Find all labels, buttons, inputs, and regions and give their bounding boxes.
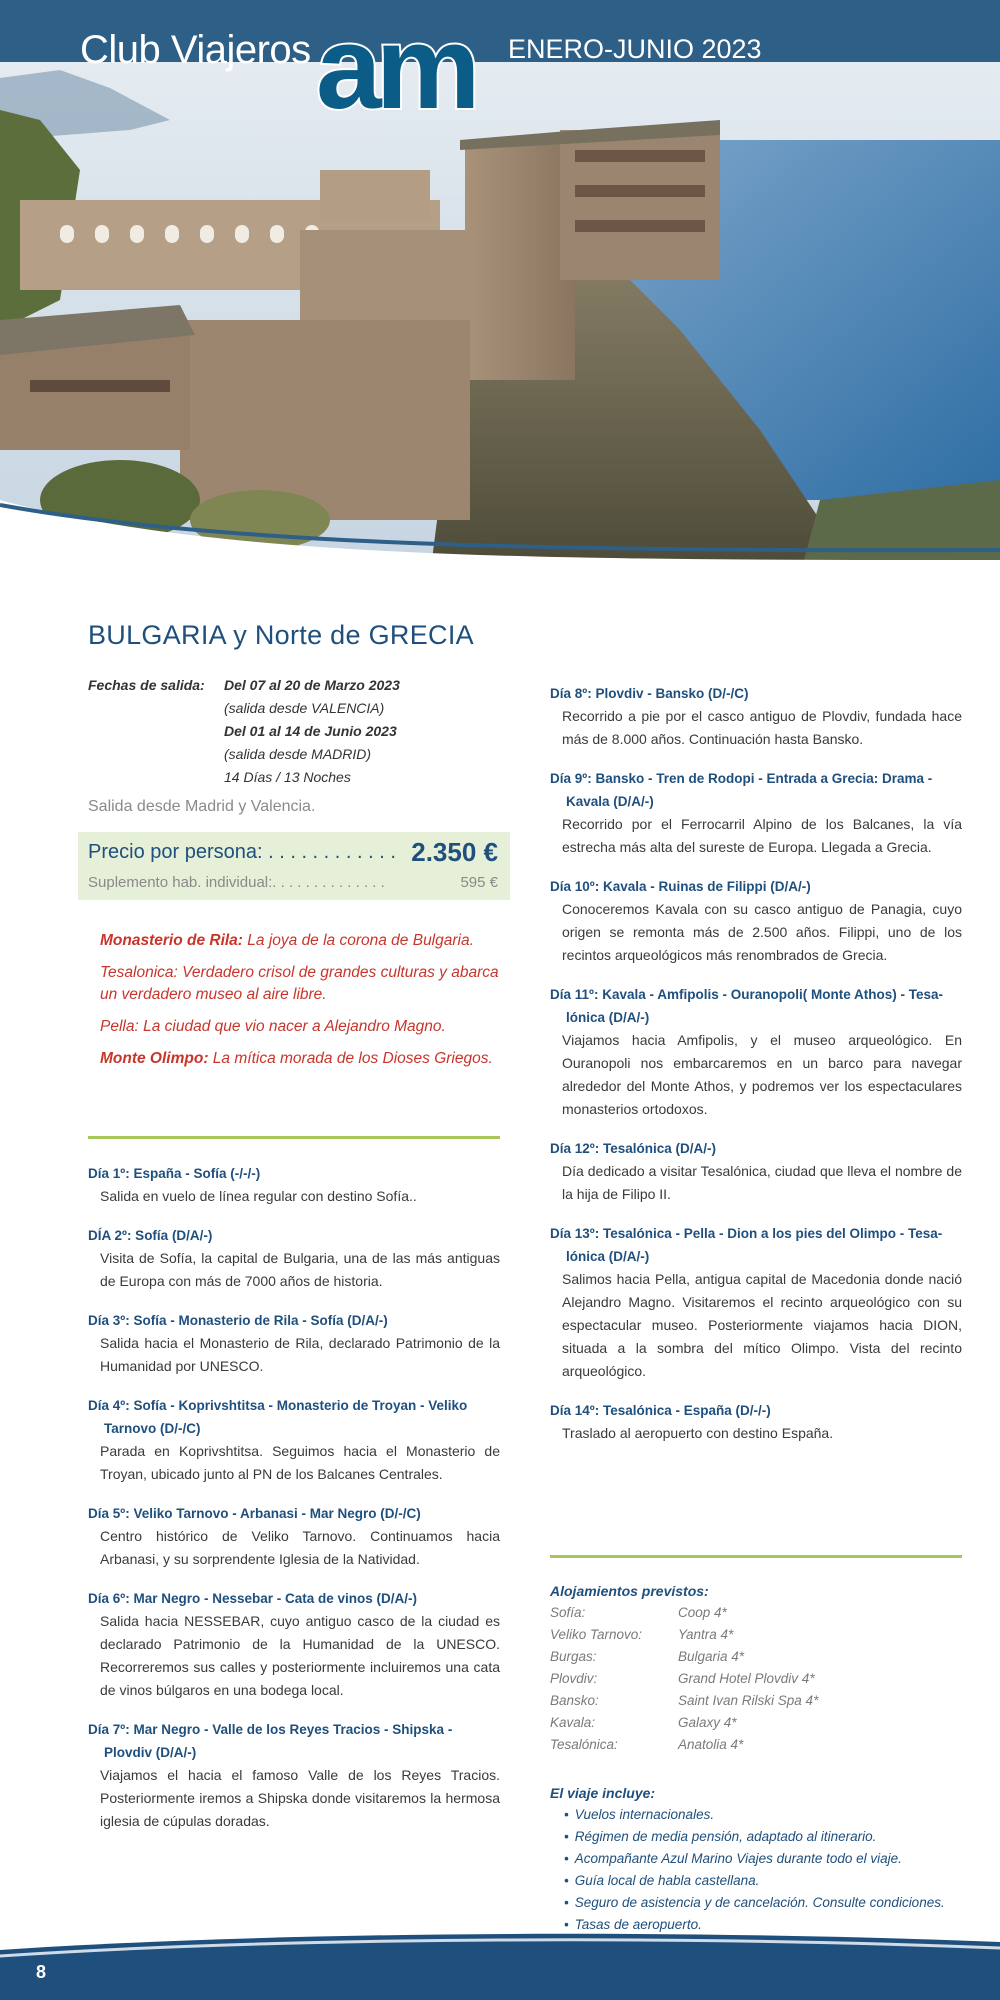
hotel-name: Saint Ivan Rilski Spa 4* (678, 1693, 819, 1708)
date-2-note: (salida desde MADRID) (224, 746, 372, 762)
includes-item: • Acompañante Azul Marino Viajes durante todo el viaje. (564, 1848, 980, 1870)
day-title: Día 7º: Mar Negro - Valle de los Reyes Tracios - Shipska - (88, 1722, 453, 1737)
right-divider (550, 1555, 962, 1558)
highlights-list (100, 930, 500, 1080)
day-description: Salida hacia el Monasterio de Rila, declarado Patrimonio de la Humanidad por UNESCO. (100, 1335, 500, 1374)
date-2: Del 01 al 14 de Junio 2023 (224, 723, 397, 739)
day-entry (550, 682, 962, 751)
dates-values (224, 674, 524, 789)
day-title: Día 4º: Sofía - Koprivshtitsa - Monasterio de Troyan - Veliko (88, 1398, 468, 1413)
hotel-name: Grand Hotel Plovdiv 4* (678, 1671, 815, 1686)
highlight-name: Monasterio de Rila: (100, 932, 243, 949)
page-number: 8 (36, 1962, 47, 1982)
day-description: Recorrido a pie por el casco antiguo de Plovdiv, fundada hace más de 8.000 años. Continuación hasta Bansko. (562, 708, 962, 747)
day-title: Día 11º: Kavala - Amfipolis - Ouranopoli( Monte Athos) - Tesa- (550, 987, 943, 1002)
day-description: Parada en Koprivshtitsa. Seguimos hacia el Monasterio de Troyan, ubicado junto al PN de los Balcanes Centrales. (100, 1443, 500, 1482)
dates-label: Fechas de salida: (88, 677, 205, 693)
includes-item: • Seguro de asistencia y de cancelación. Consulte condiciones. (564, 1892, 980, 1914)
day-description: Salida en vuelo de línea regular con destino Sofía.. (100, 1188, 417, 1204)
day-entry (88, 1309, 500, 1378)
hotel-name: Anatolia 4* (678, 1737, 744, 1752)
hotel-city: Plovdiv: (550, 1671, 598, 1686)
itinerary-left (88, 1162, 500, 1849)
day-entry (88, 1162, 500, 1208)
day-title: Día 3º: Sofía - Monasterio de Rila - Sofía (D/A/-) (88, 1313, 388, 1328)
day-entry (88, 1394, 500, 1486)
includes-list (550, 1804, 980, 1936)
day-title: DÍA 2º: Sofía (D/A/-) (88, 1228, 213, 1243)
includes-section (550, 1782, 980, 1936)
hotel-row (550, 1668, 970, 1690)
hotel-city: Burgas: (550, 1649, 597, 1664)
day-entry (550, 1137, 962, 1206)
highlight-text: La joya de la corona de Bulgaria. (242, 932, 474, 949)
day-entry (550, 875, 962, 967)
highlight-name: Tesalonica: (100, 964, 178, 981)
day-title-continued: lónica (D/A/-) (566, 1010, 650, 1025)
highlight-item (100, 1048, 500, 1070)
hotel-city: Sofía: (550, 1605, 586, 1620)
day-description: Viajamos hacia Amfipolis, y el museo arqueológico. En Ouranopoli nos embarcaremos en un barco para navegar alrededor del Monte Athos, y podremos ver los espectaculares monasterios ortodoxos. (562, 1032, 962, 1117)
day-entry (88, 1224, 500, 1293)
includes-heading: El viaje incluye: (550, 1785, 656, 1801)
hotel-row (550, 1624, 970, 1646)
hotel-city: Kavala: (550, 1715, 596, 1730)
date-1: Del 07 al 20 de Marzo 2023 (224, 677, 400, 693)
day-description: Día dedicado a visitar Tesalónica, ciudad que lleva el nombre de la hija de Filipo II. (562, 1163, 962, 1202)
day-title: Día 10º: Kavala - Ruinas de Filippi (D/A/-) (550, 879, 811, 894)
day-title: Día 9º: Bansko - Tren de Rodopi - Entrada a Grecia: Drama - (550, 771, 933, 786)
day-description: Salimos hacia Pella, antigua capital de Macedonia donde nació Alejandro Magno. Visitaremos el recinto arqueológico con su espectacular museo. Posteriormente viajamos hacia DION, situada a la sombra del mítico Olimpo. Vista del recinto arqueológico. (562, 1271, 962, 1379)
itinerary-right (550, 682, 962, 1461)
club-name: Club Viajeros (80, 28, 311, 72)
day-title-continued: Plovdiv (D/A/-) (104, 1745, 197, 1760)
day-title: Día 8º: Plovdiv - Bansko (D/-/C) (550, 686, 749, 701)
day-entry (550, 983, 962, 1121)
day-entry (88, 1587, 500, 1702)
period-label: ENERO-JUNIO 2023 (508, 34, 762, 64)
hotel-name: Coop 4* (678, 1605, 727, 1620)
day-title: Día 13º: Tesalónica - Pella - Dion a los pies del Olimpo - Tesa- (550, 1226, 943, 1241)
left-divider (88, 1136, 500, 1139)
day-title: Día 6º: Mar Negro - Nessebar - Cata de vinos (D/A/-) (88, 1591, 418, 1606)
footer-wave (0, 1930, 1000, 2000)
day-entry (88, 1718, 500, 1833)
includes-item: • Tasas de aeropuerto. (564, 1914, 980, 1936)
day-description: Recorrido por el Ferrocarril Alpino de los Balcanes, la vía estrecha más alta del sureste de Europa. Llegada a Grecia. (562, 816, 962, 855)
day-entry (88, 1502, 500, 1571)
departure-cities: Salida desde Madrid y Valencia. (88, 798, 316, 815)
day-title: Día 14º: Tesalónica - España (D/-/-) (550, 1403, 771, 1418)
day-description: Centro histórico de Veliko Tarnovo. Continuamos hacia Arbanasi, y su sorprendente Iglesia de la Natividad. (100, 1528, 500, 1567)
price-label: Precio por persona: . . . . . . . . . . . . (88, 841, 396, 863)
highlight-name: Monte Olimpo: (100, 1050, 209, 1067)
price-box (78, 832, 510, 900)
day-description: Visita de Sofía, la capital de Bulgaria, una de las más antiguas de Europa con más de 7000 años de historia. (100, 1250, 500, 1289)
day-entry (550, 767, 962, 859)
highlight-name: Pella: (100, 1018, 139, 1035)
trip-title: BULGARIA y Norte de GRECIA (88, 620, 474, 650)
hotel-city: Veliko Tarnovo: (550, 1627, 643, 1642)
hotel-row (550, 1646, 970, 1668)
highlight-item (100, 962, 500, 1006)
day-title: Día 1º: España - Sofía (-/-/-) (88, 1166, 261, 1181)
includes-item: • Régimen de media pensión, adaptado al itinerario. (564, 1826, 980, 1848)
day-title: Día 12º: Tesalónica (D/A/-) (550, 1141, 716, 1156)
hotel-row (550, 1734, 970, 1756)
includes-item: • Vuelos internacionales. (564, 1804, 980, 1826)
highlight-item (100, 930, 500, 952)
hero-banner (0, 0, 1000, 575)
hotel-city: Tesalónica: (550, 1737, 618, 1752)
day-description: Conoceremos Kavala con su casco antiguo de Panagia, cuyo origen se remonta más de 2.500 años. Filippi, uno de los recintos arqueológicos más renombrados de Grecia. (562, 901, 962, 963)
hotel-row (550, 1690, 970, 1712)
day-description: Viajamos el hacia el famoso Valle de los Reyes Tracios. Posteriormente iremos a Shipska donde visitaremos la hermosa iglesia de cúpulas doradas. (100, 1767, 500, 1829)
day-entry (550, 1399, 962, 1445)
brand-header (80, 2, 1000, 134)
hotel-city: Bansko: (550, 1693, 599, 1708)
highlight-text: La mítica morada de los Dioses Griegos. (208, 1050, 493, 1067)
supplement-label: Suplemento hab. individual:. . . . . . . . . . . . . . (88, 874, 385, 891)
hotel-row (550, 1712, 970, 1734)
hotel-name: Bulgaria 4* (678, 1649, 745, 1664)
highlight-text: La ciudad que vio nacer a Alejandro Magno. (138, 1018, 446, 1035)
highlight-item (100, 1016, 500, 1038)
day-title: Día 5º: Veliko Tarnovo - Arbanasi - Mar Negro (D/-/C) (88, 1506, 421, 1521)
day-entry (550, 1222, 962, 1383)
includes-item: • Guía local de habla castellana. (564, 1870, 980, 1892)
hotel-row (550, 1602, 970, 1624)
day-description: Salida hacia NESSEBAR, cuyo antiguo casco de la ciudad es declarado Patrimonio de la Humanidad de la UNESCO. Recorreremos sus calles y posteriormente incluiremos una cata de vinos búlgaros en una bodega local. (100, 1613, 500, 1698)
hotels-section (550, 1580, 970, 1756)
highlight-text: Verdadero crisol de grandes culturas y abarca un verdadero museo al aire libre. (100, 964, 499, 1003)
day-title-continued: lónica (D/A/-) (566, 1249, 650, 1264)
am-logo: am (316, 2, 475, 134)
hotel-name: Yantra 4* (678, 1627, 734, 1642)
day-title-continued: Kavala (D/A/-) (566, 794, 654, 809)
price-value: 2.350 € (411, 837, 498, 867)
hotel-name: Galaxy 4* (678, 1715, 737, 1730)
day-description: Traslado al aeropuerto con destino España. (562, 1425, 834, 1441)
trip-duration: 14 Días / 13 Noches (224, 769, 351, 785)
date-1-note: (salida desde VALENCIA) (224, 700, 385, 716)
hotels-heading: Alojamientos previstos: (550, 1583, 709, 1599)
supplement-value: 595 € (460, 874, 498, 891)
day-title-continued: Tarnovo (D/-/C) (104, 1421, 201, 1436)
